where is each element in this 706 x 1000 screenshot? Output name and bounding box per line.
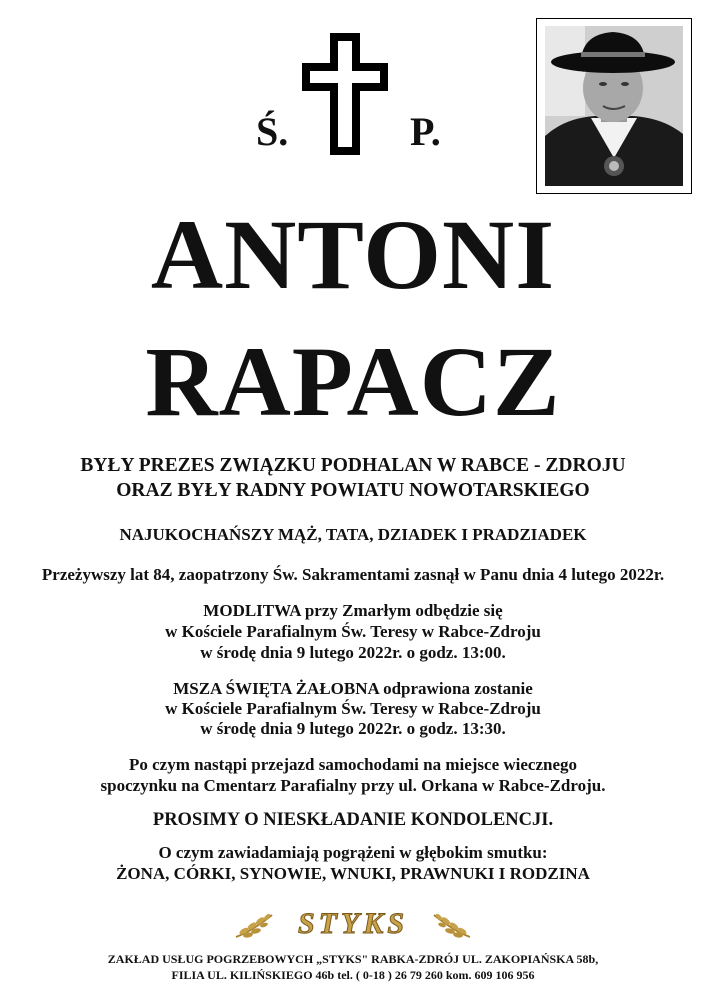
condolences-request: PROSIMY O NIESKŁADANIE KONDOLENCJI. — [152, 810, 554, 830]
family-title: NAJUKOCHAŃSZY MĄŻ, TATA, DZIADEK I PRADZIADEK — [119, 525, 587, 544]
footer-address: ZAKŁAD USŁUG POGRZEBOWYCH „STYKS" RABKA-ZDRÓJ UL. ZAKOPIAŃSKA 58b, — [107, 952, 599, 966]
sp-right-letter: P. — [410, 109, 441, 154]
logo-wordmark: STYKS — [297, 907, 409, 940]
mass-line: w środę dnia 9 lutego 2022r. o godz. 13:30. — [200, 719, 506, 738]
laurel-branch-icon — [432, 911, 472, 939]
mourners-family: ŻONA, CÓRKI, SYNOWIE, WNUKI, PRAWNUKI I RODZINA — [116, 864, 590, 883]
sp-left-letter: Ś. — [256, 109, 289, 154]
procession-line: Po czym nastąpi przejazd samochodami na miejsce wiecznego — [128, 755, 578, 774]
prayer-line: w Kościele Parafialnym Św. Teresy w Rabce-Zdroju — [165, 622, 541, 641]
death-announcement: Przeżywszy lat 84, zaopatrzony Św. Sakramentami zasnął w Panu dnia 4 lutego 2022r. — [41, 565, 665, 584]
mourners-line: O czym zawiadamiają pogrążeni w głębokim smutku: — [158, 843, 548, 862]
prayer-line: w środę dnia 9 lutego 2022r. o godz. 13:00. — [200, 643, 506, 662]
mass-line: w Kościele Parafialnym Św. Teresy w Rabce-Zdroju — [165, 699, 541, 718]
styks-logo — [230, 905, 476, 945]
role-line: ORAZ BYŁY RADNY POWIATU NOWOTARSKIEGO — [116, 480, 590, 501]
deceased-last-name: RAPACZ — [145, 326, 561, 437]
portrait-photo — [545, 26, 683, 186]
mass-line: MSZA ŚWIĘTA ŻAŁOBNA odprawiona zostanie — [173, 679, 533, 698]
prayer-line: MODLITWA przy Zmarłym odbędzie się — [203, 601, 503, 620]
latin-cross-icon — [302, 33, 388, 155]
portrait-photo-frame — [536, 18, 692, 194]
role-line: BYŁY PREZES ZWIĄZKU PODHALAN W RABCE - ZDROJU — [80, 455, 626, 476]
deceased-first-name: ANTONI — [150, 199, 556, 310]
procession-line: spoczynku na Cmentarz Parafialny przy ul. Orkana w Rabce-Zdroju. — [100, 776, 606, 795]
footer-contact: FILIA UL. KILIŃSKIEGO 46b tel. ( 0-18 ) 26 79 260 kom. 609 106 956 — [171, 968, 535, 982]
